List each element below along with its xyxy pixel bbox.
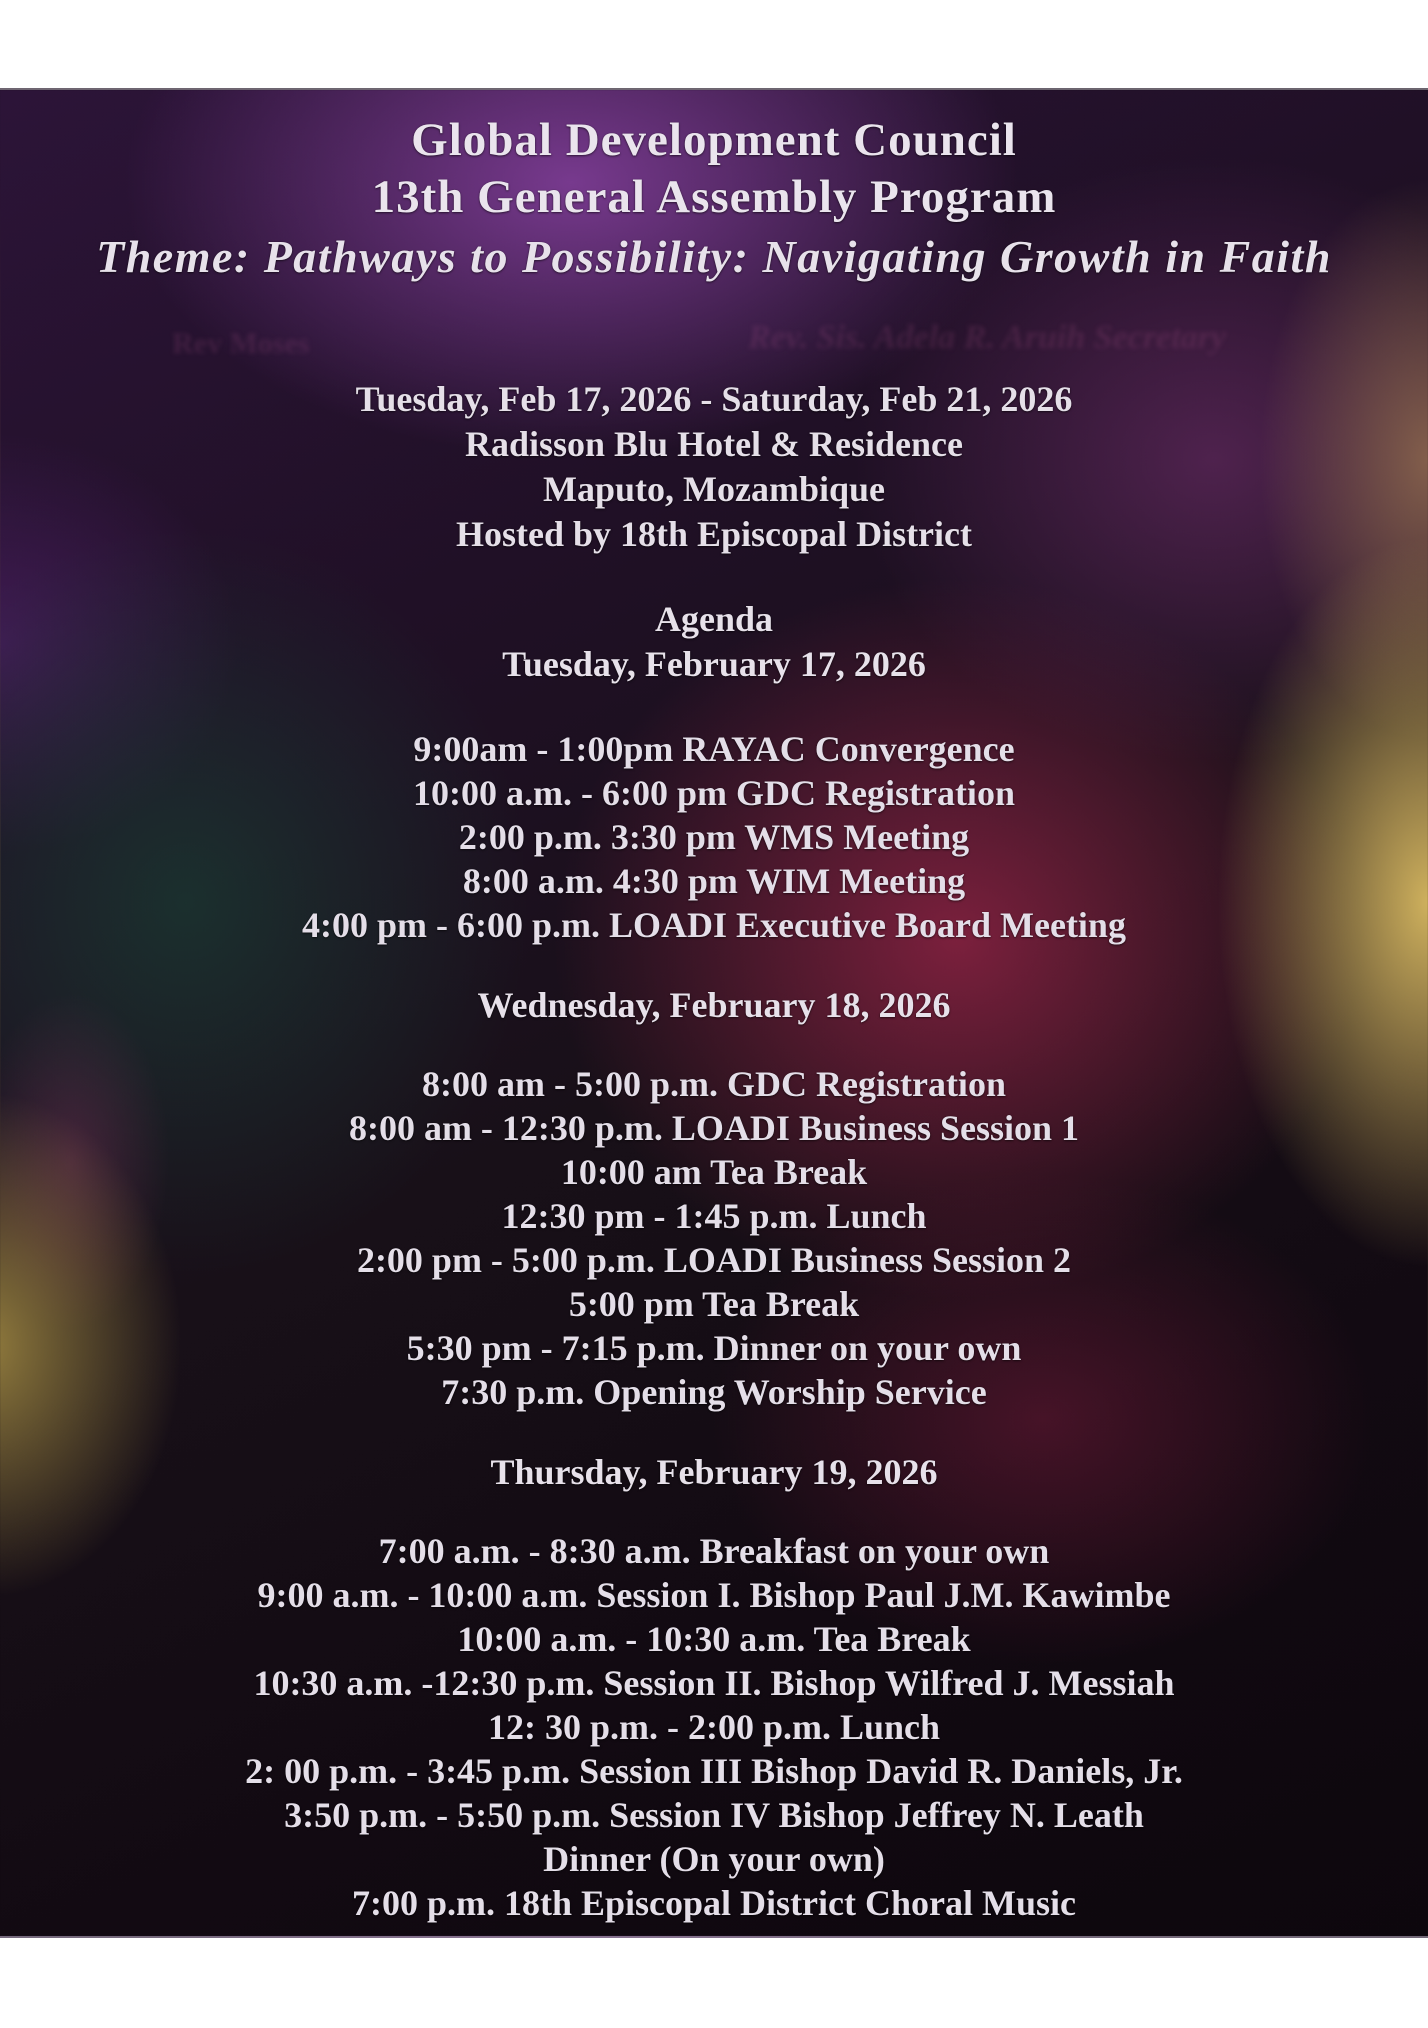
agenda-title: Agenda bbox=[654, 599, 774, 639]
agenda-line: 7:00 p.m. 18th Episcopal District Choral Music bbox=[352, 1883, 1076, 1923]
day-heading-tuesday: Tuesday, February 17, 2026 bbox=[502, 644, 926, 684]
agenda-line: 9:00 a.m. - 10:00 a.m. Session I. Bishop Paul J.M. Kawimbe bbox=[257, 1575, 1171, 1615]
agenda-line: 3:50 p.m. - 5:50 p.m. Session IV Bishop Jeffrey N. Leath bbox=[284, 1795, 1144, 1835]
agenda-line: 5:30 pm - 7:15 p.m. Dinner on your own bbox=[406, 1328, 1022, 1368]
agenda-line: 9:00am - 1:00pm RAYAC Convergence bbox=[413, 729, 1015, 769]
faint-ghost-text-right: Rev. Sis. Adela R. Aruih Secretary bbox=[748, 319, 1226, 356]
agenda-line: 10:30 a.m. -12:30 p.m. Session II. Bishop Wilfred J. Messiah bbox=[253, 1663, 1175, 1703]
agenda-items-tuesday bbox=[0, 727, 1428, 947]
agenda-line: 10:00 am Tea Break bbox=[560, 1152, 868, 1192]
agenda-line: 10:00 a.m. - 10:30 a.m. Tea Break bbox=[457, 1619, 971, 1659]
event-info-line: Hosted by 18th Episcopal District bbox=[455, 514, 973, 554]
agenda-line: 7:30 p.m. Opening Worship Service bbox=[441, 1372, 987, 1412]
agenda-line: 2:00 p.m. 3:30 pm WMS Meeting bbox=[458, 817, 970, 857]
agenda-line: 10:00 a.m. - 6:00 pm GDC Registration bbox=[413, 773, 1015, 813]
title-line-1: Global Development Council bbox=[411, 114, 1017, 166]
bottom-white-margin bbox=[0, 1938, 1428, 2028]
agenda-line: 12:30 pm - 1:45 p.m. Lunch bbox=[501, 1196, 927, 1236]
agenda-section-tuesday bbox=[0, 597, 1428, 947]
day-heading-wednesday: Wednesday, February 18, 2026 bbox=[477, 985, 951, 1025]
day-heading-thursday: Thursday, February 19, 2026 bbox=[490, 1452, 938, 1492]
agenda-line: 2: 00 p.m. - 3:45 p.m. Session III Bishop David R. Daniels, Jr. bbox=[245, 1751, 1183, 1791]
agenda-line: 8:00 am - 12:30 p.m. LOADI Business Session 1 bbox=[348, 1108, 1080, 1148]
event-info-line: Tuesday, Feb 17, 2026 - Saturday, Feb 21, 2026 bbox=[355, 379, 1073, 419]
poster-background bbox=[0, 88, 1428, 1938]
agenda-items-thursday bbox=[0, 1529, 1428, 1925]
agenda-line: 12: 30 p.m. - 2:00 p.m. Lunch bbox=[487, 1707, 941, 1747]
agenda-line: 8:00 a.m. 4:30 pm WIM Meeting bbox=[462, 861, 966, 901]
event-info-line: Maputo, Mozambique bbox=[543, 469, 885, 509]
agenda-items-wednesday bbox=[0, 1062, 1428, 1414]
agenda-line: 8:00 am - 5:00 p.m. GDC Registration bbox=[422, 1064, 1006, 1104]
theme-line: Theme: Pathways to Possibility: Navigating Growth in Faith bbox=[96, 231, 1332, 282]
agenda-line: 5:00 pm Tea Break bbox=[568, 1284, 860, 1324]
agenda-line: 2:00 pm - 5:00 p.m. LOADI Business Session 2 bbox=[356, 1240, 1072, 1280]
agenda-line: 7:00 a.m. - 8:30 a.m. Breakfast on your own bbox=[378, 1531, 1050, 1571]
top-white-margin bbox=[0, 0, 1428, 88]
title-line-2: 13th General Assembly Program bbox=[371, 171, 1057, 223]
agenda-line: 4:00 pm - 6:00 p.m. LOADI Executive Board Meeting bbox=[302, 905, 1126, 945]
agenda-section-thursday bbox=[0, 1450, 1428, 1925]
agenda-section-wednesday bbox=[0, 983, 1428, 1414]
faint-ghost-text-left: Rev Moses bbox=[172, 327, 310, 360]
agenda-line: Dinner (On your own) bbox=[543, 1839, 885, 1879]
event-info-block bbox=[0, 377, 1428, 557]
event-info-line: Radisson Blu Hotel & Residence bbox=[464, 424, 964, 464]
